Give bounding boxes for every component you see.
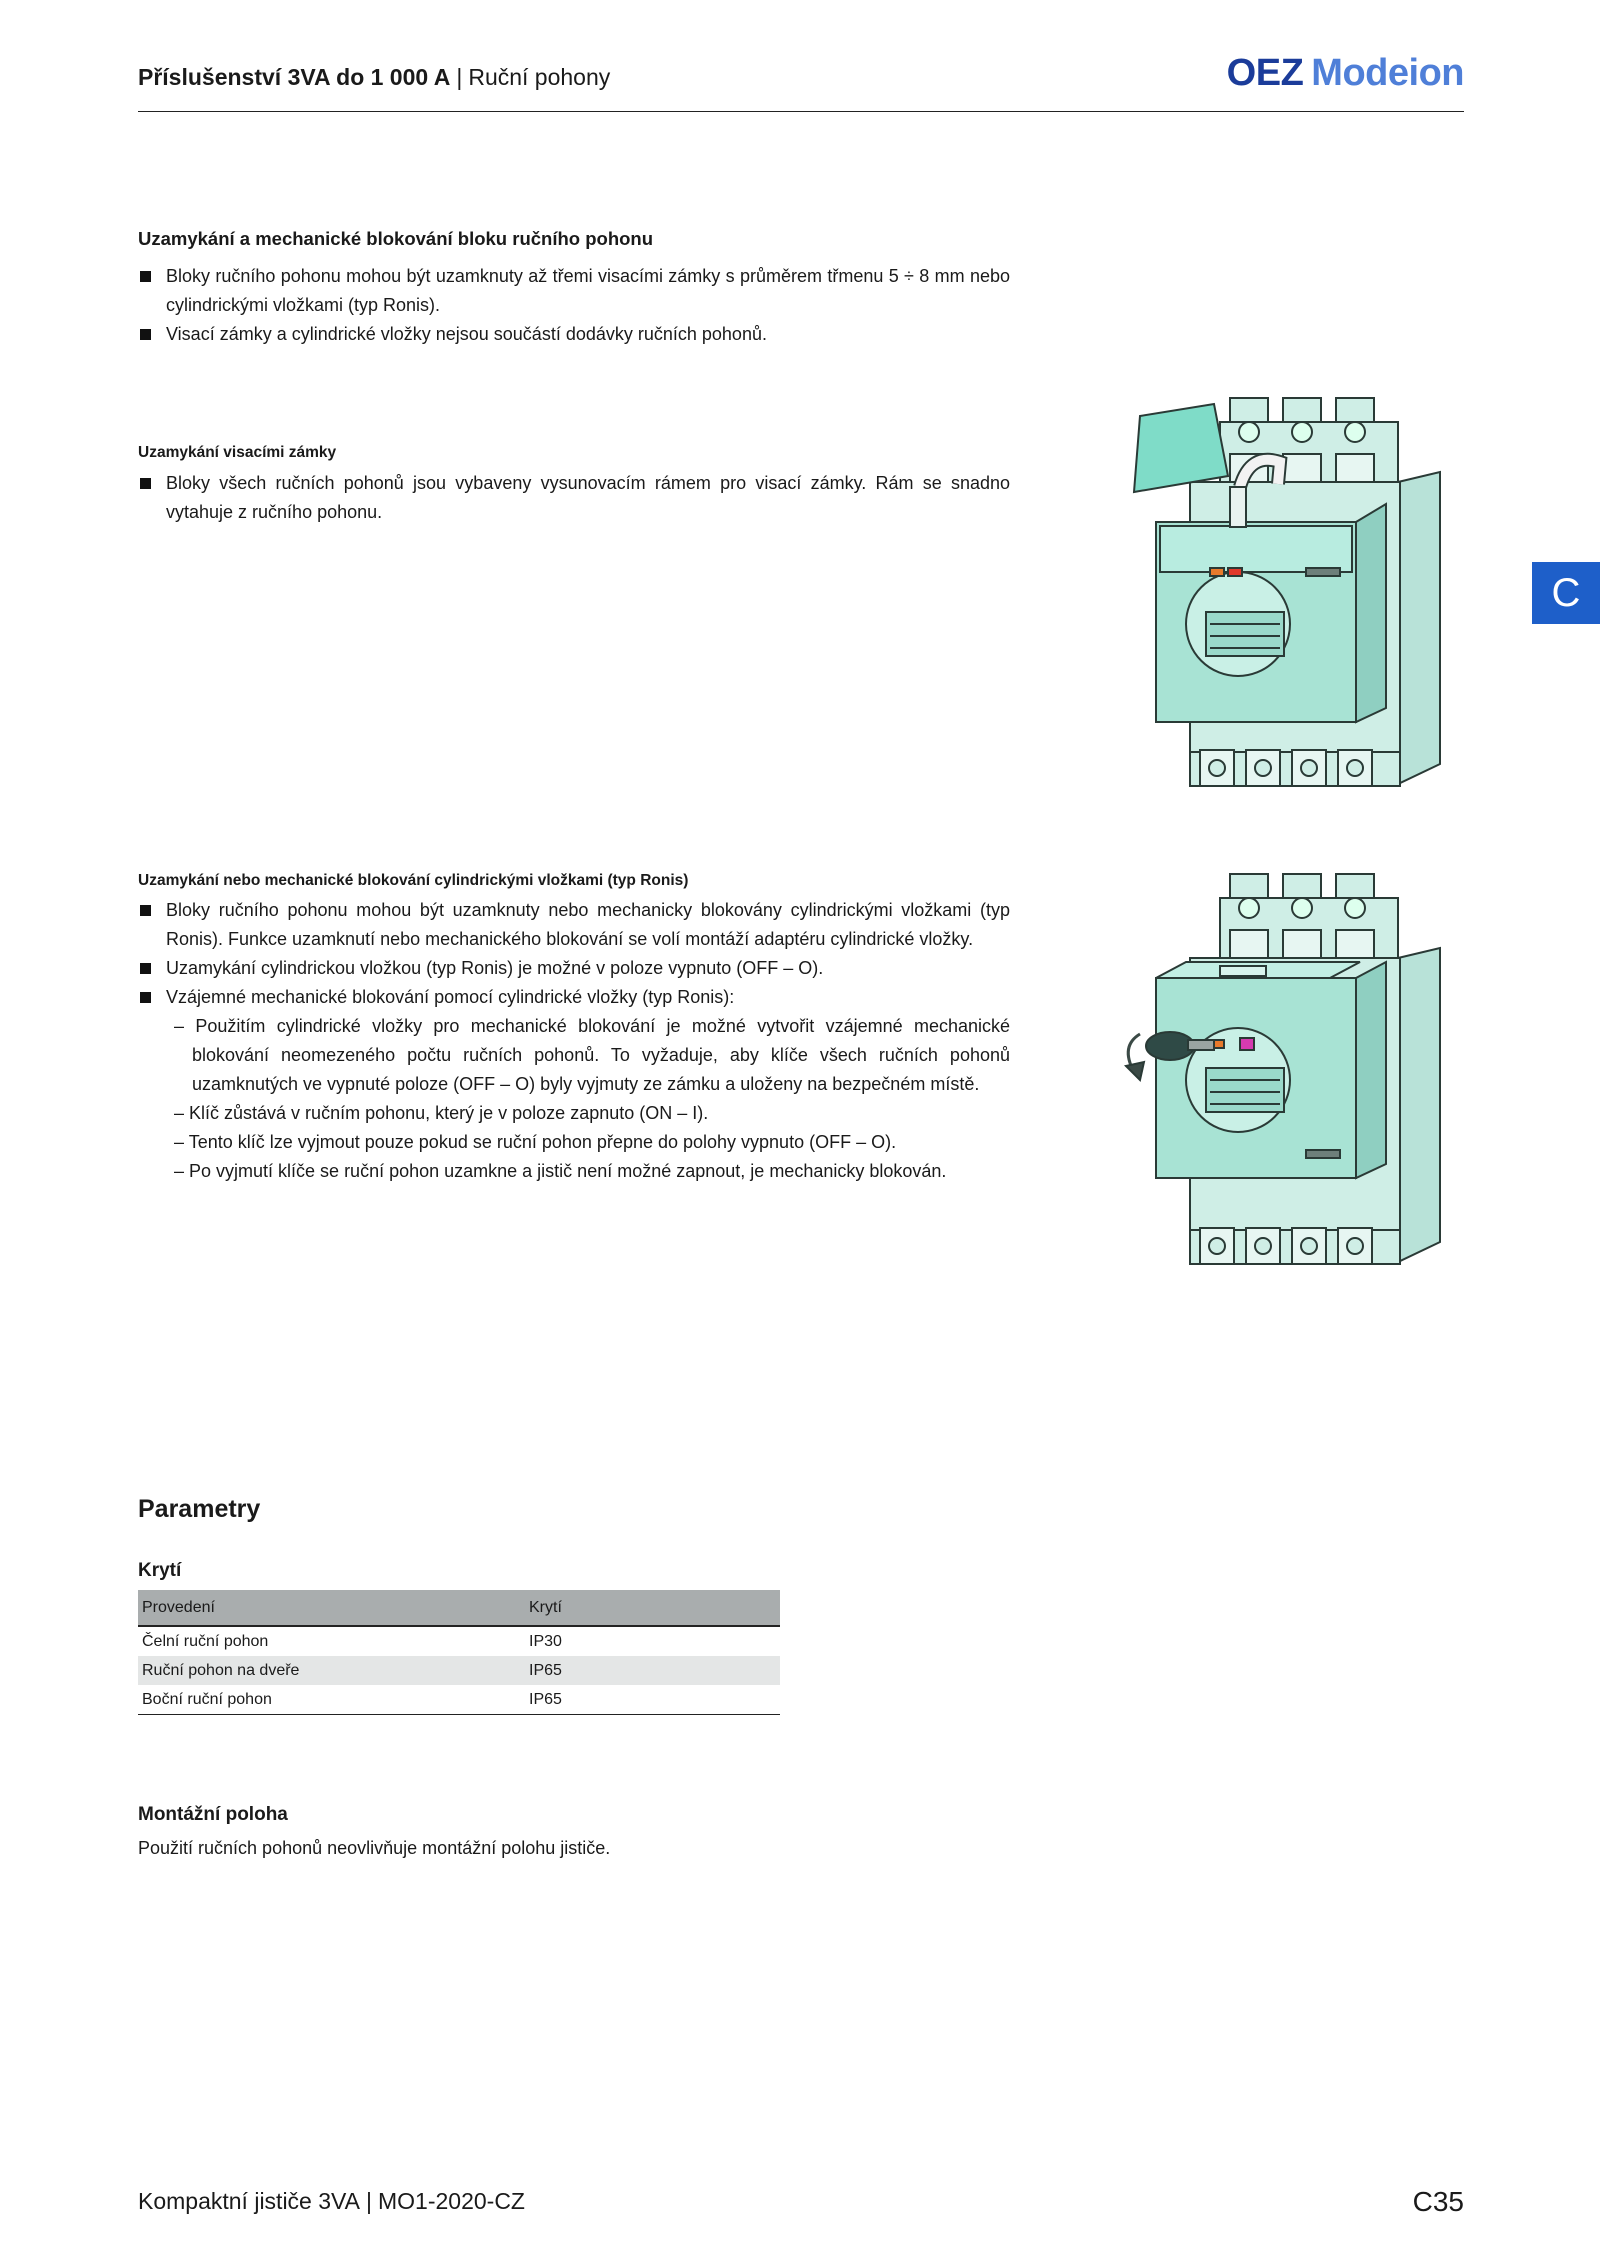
protection-table (138, 1590, 780, 1715)
list-item: – Použitím cylindrické vložky pro mechanické blokování je možné vytvořit vzájemné mechanické blokování neomezeného počtu ručních pohonů. To vyžaduje, aby klíče všech ručních pohonů uzamknutých ve vypnuté poloze (OFF – O) byly vyjmuty ze zámku a uloženy na bezpečném místě. (162, 1012, 1010, 1099)
list-item: Bloky ručního pohonu mohou být uzamknuty až třemi visacími zámky s průměrem třmenu 5 ÷ 8 mm nebo cylindrickými vložkami (typ Ronis). (138, 262, 1010, 320)
breaker-padlock-illustration (1110, 392, 1456, 797)
table-cell: Ruční pohon na dveře (138, 1656, 525, 1685)
list-item: – Po vyjmutí klíče se ruční pohon uzamkne a jistič není možné zapnout, je mechanicky blokován. (162, 1157, 1010, 1186)
mounting-heading: Montážní poloha (138, 1804, 288, 1825)
column-header: Provedení (138, 1590, 525, 1626)
bullet-list-locking (138, 262, 1010, 349)
table-cell: Čelní ruční pohon (142, 1633, 269, 1650)
dash-list (162, 1012, 1010, 1186)
footer-code: MO1-2020-CZ (378, 2188, 525, 2214)
list-item: Bloky ručního pohonu mohou být uzamknuty nebo mechanicky blokovány cylindrickými vložkami (typ Ronis). Funkce uzamknutí nebo mechanického blokování se volí montáží adaptéru cylindrické vložky. (138, 896, 1010, 954)
section-title-locking: Uzamykání a mechanické blokování bloku ručního pohonu (138, 228, 654, 249)
header-title: Příslušenství 3VA do 1 000 A | Ruční pohony (138, 64, 611, 90)
section-title-ronis: Uzamykání nebo mechanické blokování cylindrickými vložkami (typ Ronis) (138, 872, 689, 889)
breaker-ronis-illustration (1110, 866, 1456, 1276)
list-item: – Tento klíč lze vyjmout pouze pokud se ruční pohon přepne do polohy vypnuto (OFF – O). (162, 1128, 1010, 1157)
header-product: Příslušenství 3VA do 1 000 A (138, 64, 451, 90)
table-row (138, 1626, 780, 1656)
list-item: Visací zámky a cylindrické vložky nejsou součástí dodávky ručních pohonů. (138, 320, 1010, 349)
brand-logo: OEZ Modeion (1226, 52, 1464, 94)
chapter-tab[interactable]: C (1532, 562, 1600, 624)
page-header (138, 52, 1464, 112)
page-footer: Kompaktní jističe 3VA | MO1-2020-CZ (138, 2188, 525, 2214)
column-header: Krytí (525, 1590, 780, 1626)
table-cell: IP65 (525, 1656, 780, 1685)
table-header-row (138, 1590, 780, 1626)
header-section: Ruční pohony (468, 64, 611, 90)
bullet-list-padlocks (138, 469, 1010, 527)
page-number: C35 (1412, 2186, 1464, 2217)
table-cell: IP30 (529, 1633, 562, 1650)
table-cell: IP65 (525, 1685, 780, 1715)
section-title-padlocks: Uzamykání visacími zámky (138, 444, 337, 461)
list-item: Uzamykání cylindrickou vložkou (typ Ronis) je možné v poloze vypnuto (OFF – O). (138, 954, 1010, 983)
protection-heading: Krytí (138, 1560, 182, 1581)
bullet-list-ronis (138, 896, 1010, 1186)
mounting-text: Použití ručních pohonů neovlivňuje montážní polohu jističe. (138, 1838, 611, 1858)
table-row (138, 1656, 780, 1685)
footer-doc: Kompaktní jističe 3VA (138, 2188, 361, 2214)
table-cell: Boční ruční pohon (138, 1685, 525, 1715)
list-item: Bloky všech ručních pohonů jsou vybaveny vysunovacím rámem pro visací zámky. Rám se snadno vytahuje z ručního pohonu. (138, 469, 1010, 527)
table-row (138, 1685, 780, 1715)
list-item: – Klíč zůstává v ručním pohonu, který je v poloze zapnuto (ON – I). (162, 1099, 1010, 1128)
list-item: Vzájemné mechanické blokování pomocí cylindrické vložky (typ Ronis): – Použitím cylindrické vložky pro mechanické blokování je možné vytvořit vzájemné mechanické blokování neomezeného počtu ručních pohonů. To vyžaduje, aby klíče všech ručních pohonů uzamknutých ve vypnuté poloze (OFF – O) byly vyjmuty ze zámku a uloženy na bezpečném místě. – Klíč zůstává v ručním pohonu, který je v poloze zapnuto (ON – I). – Tento klíč lze vyjmout pouze pokud se ruční pohon přepne do polohy vypnuto (OFF – O). – Po vyjmutí klíče se ruční pohon uzamkne a jistič není možné zapnout, je mechanicky blokován. (138, 983, 1010, 1186)
parameters-heading: Parametry (138, 1495, 261, 1523)
